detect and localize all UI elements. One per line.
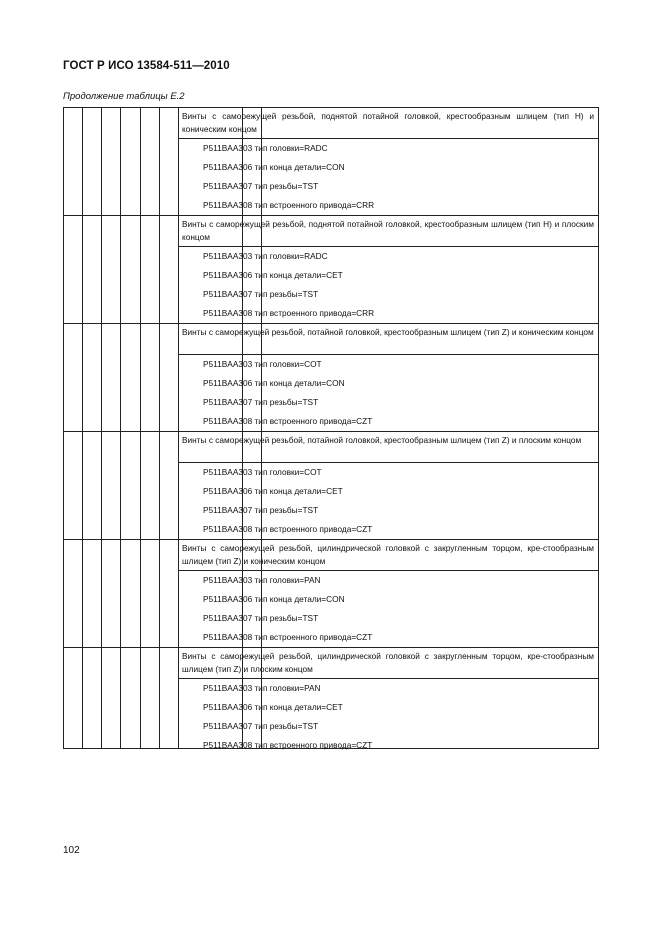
column-divider [101,108,102,748]
page-number: 102 [63,845,80,856]
table-left-border [63,108,64,748]
group-title: Винты с саморежущей резьбой, поднятой потайной головкой, крестообразным шлицем (тип Н) и коническим концом [178,107,599,139]
attribute-row: P511BAA306 тип конца детали=CON [203,378,345,388]
group-title: Винты с саморежущей резьбой, потайной головкой, крестообразным шлицем (тип Z) и плоским концом [178,431,599,463]
attribute-row: P511BAA307 тип резьбы=TST [203,289,319,299]
attribute-row: P511BAA308 тип встроенного привода=CZT [203,524,373,534]
attribute-row: P511BAA303 тип головки=PAN [203,683,321,693]
attribute-row: P511BAA306 тип конца детали=CON [203,162,345,172]
attribute-row: P511BAA306 тип конца детали=CET [203,486,343,496]
attribute-row: P511BAA307 тип резьбы=TST [203,397,319,407]
document-header: ГОСТ Р ИСО 13584-511—2010 [63,60,230,72]
attribute-row: P511BAA308 тип встроенного привода=CRR [203,308,375,318]
attribute-row: P511BAA308 тип встроенного привода=CZT [203,632,373,642]
attribute-row: P511BAA303 тип головки=PAN [203,575,321,585]
attribute-row: P511BAA308 тип встроенного привода=CRR [203,200,375,210]
attribute-row: P511BAA308 тип встроенного привода=CZT [203,416,373,426]
attribute-row: P511BAA306 тип конца детали=CON [203,594,345,604]
group-title: Винты с саморежущей резьбой, цилиндрической головкой с закругленным торцом, кре-стообразным шлицем (тип Z) и плоским концом [178,647,599,679]
group-title: Винты с саморежущей резьбой, потайной головкой, крестообразным шлицем (тип Z) и коническим концом [178,323,599,355]
attribute-row: P511BAA306 тип конца детали=CET [203,270,343,280]
column-divider [140,108,141,748]
column-divider [159,108,160,748]
attribute-row: P511BAA307 тип резьбы=TST [203,505,319,515]
attribute-row: P511BAA307 тип резьбы=TST [203,613,319,623]
attribute-row: P511BAA303 тип головки=COT [203,359,322,369]
group-title: Винты с саморежущей резьбой, цилиндрической головкой с закругленным торцом, кре-стообразным шлицем (тип Z) и коническим концом [178,539,599,571]
table-caption: Продолжение таблицы Е.2 [63,91,185,102]
attribute-row: P511BAA306 тип конца детали=CET [203,702,343,712]
attribute-row: P511BAA303 тип головки=RADC [203,251,328,261]
column-divider [82,108,83,748]
column-divider [120,108,121,748]
attribute-row: P511BAA307 тип резьбы=TST [203,721,319,731]
attribute-row: P511BAA307 тип резьбы=TST [203,181,319,191]
attribute-row: P511BAA303 тип головки=COT [203,467,322,477]
attribute-row: P511BAA303 тип головки=RADC [203,143,328,153]
attribute-row: P511BAA308 тип встроенного привода=CZT [203,740,373,750]
group-title: Винты с саморежущей резьбой, поднятой потайной головкой, крестообразным шлицем (тип Н) и плоским концом [178,215,599,247]
